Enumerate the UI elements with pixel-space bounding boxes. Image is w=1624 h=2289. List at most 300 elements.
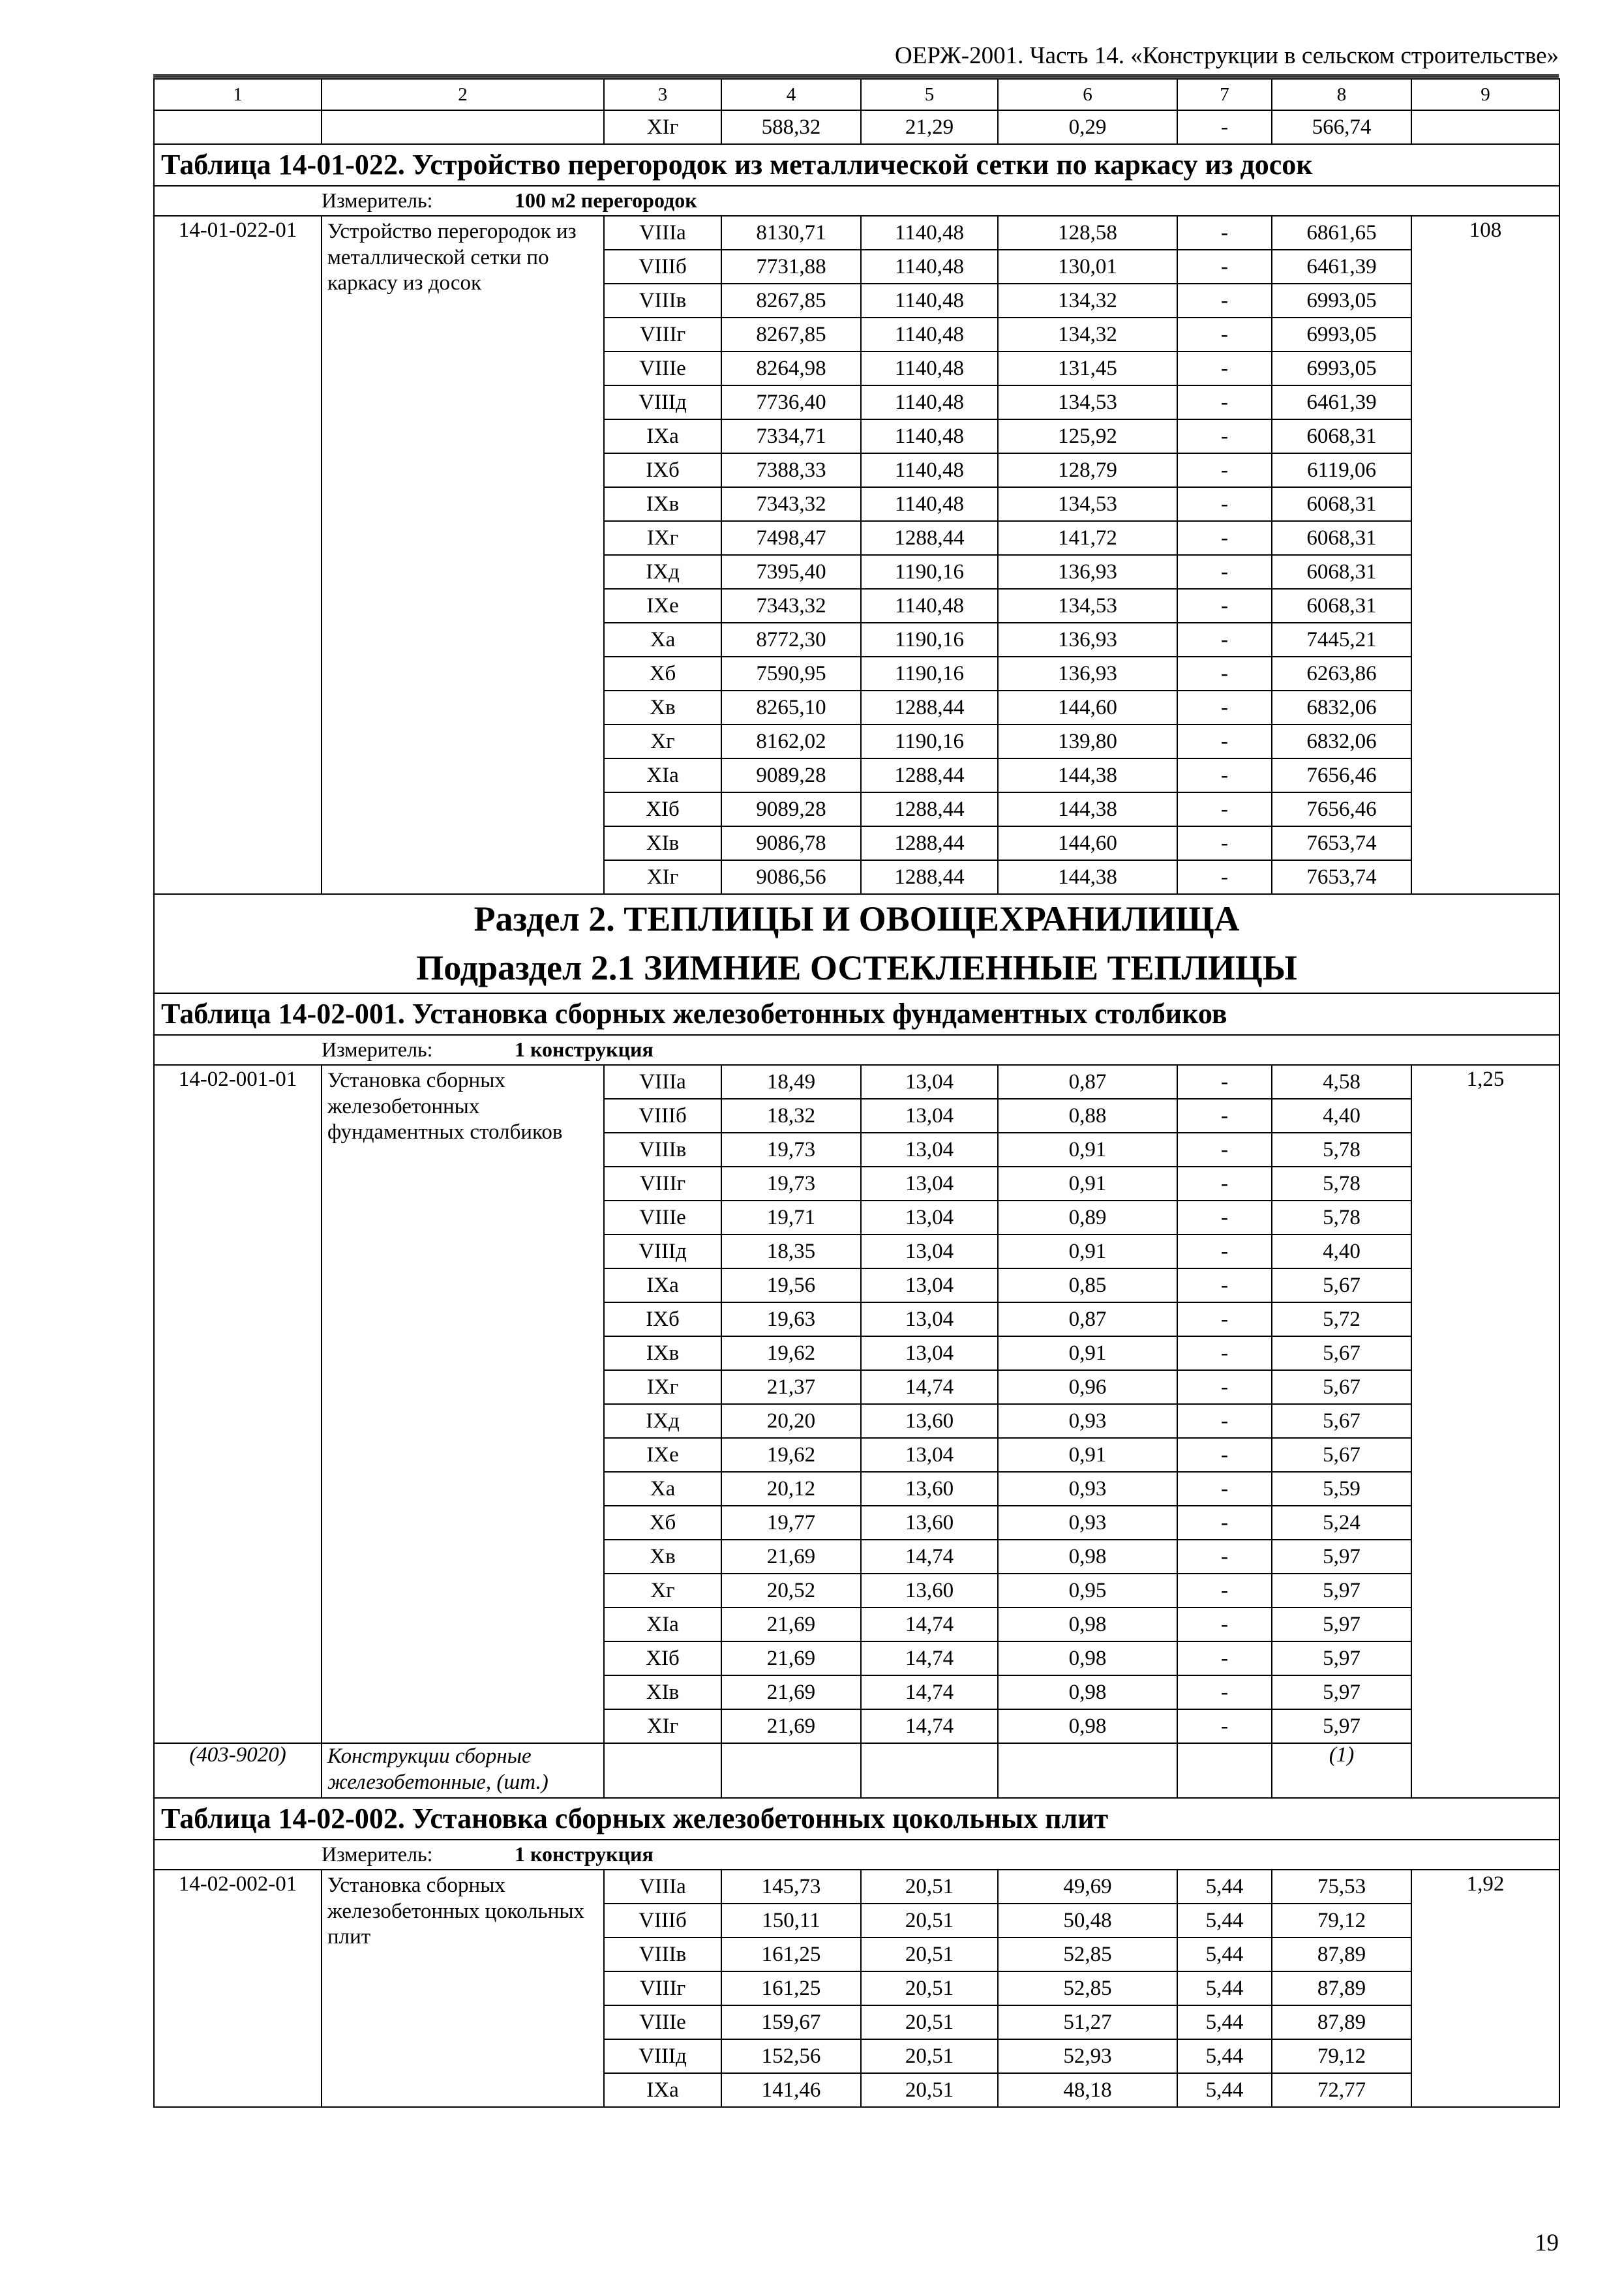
value-cell: IXв xyxy=(604,1336,721,1370)
value-cell: 7656,46 xyxy=(1272,792,1411,826)
value-cell: 19,63 xyxy=(721,1302,861,1336)
value-cell: 1288,44 xyxy=(861,521,998,555)
value-cell: 52,85 xyxy=(998,1937,1177,1971)
value-cell: VIIIг xyxy=(604,1167,721,1201)
value-cell: 5,97 xyxy=(1272,1641,1411,1675)
value-cell: - xyxy=(1177,110,1272,144)
value-cell: 52,93 xyxy=(998,2039,1177,2073)
column-number: 4 xyxy=(721,79,861,110)
value-cell: 5,44 xyxy=(1177,1904,1272,1937)
value-cell: - xyxy=(1177,860,1272,894)
value-cell: IXд xyxy=(604,1404,721,1438)
value-cell: - xyxy=(1177,725,1272,758)
column-number: 2 xyxy=(322,79,604,110)
value-cell: 136,93 xyxy=(998,623,1177,657)
value-cell: - xyxy=(1177,419,1272,453)
value-cell: 5,44 xyxy=(1177,1971,1272,2005)
value-cell: 144,60 xyxy=(998,826,1177,860)
value-cell: 5,67 xyxy=(1272,1336,1411,1370)
resource-norm: (1) xyxy=(1272,1743,1411,1798)
value-cell: 5,44 xyxy=(1177,2005,1272,2039)
value-cell: VIIIв xyxy=(604,284,721,318)
value-cell: 0,96 xyxy=(998,1370,1177,1404)
value-cell: 7736,40 xyxy=(721,385,861,419)
estimate-table xyxy=(153,78,1560,2108)
value-cell: 8772,30 xyxy=(721,623,861,657)
value-cell: 8267,85 xyxy=(721,284,861,318)
column-number-row xyxy=(154,79,1559,110)
value-cell: Xа xyxy=(604,1472,721,1506)
value-cell: 8267,85 xyxy=(721,318,861,352)
resource-row xyxy=(154,1743,1559,1798)
value-cell: 18,35 xyxy=(721,1234,861,1268)
value-cell: - xyxy=(1177,1641,1272,1675)
value-cell: - xyxy=(1177,1133,1272,1167)
table-row xyxy=(154,216,1559,250)
value-cell: XIб xyxy=(604,1641,721,1675)
value-cell: VIIIе xyxy=(604,2005,721,2039)
value-cell: - xyxy=(1177,318,1272,352)
value-cell: 87,89 xyxy=(1272,2005,1411,2039)
description-cell: Установка сборных железобетонных фундаментных столбиков xyxy=(322,1065,604,1743)
table-body xyxy=(154,79,1559,2107)
value-cell: - xyxy=(1177,1540,1272,1574)
value-cell: 21,69 xyxy=(721,1675,861,1709)
value-cell: IXг xyxy=(604,1370,721,1404)
value-cell: 21,37 xyxy=(721,1370,861,1404)
value-cell: - xyxy=(1177,521,1272,555)
description-cell: Установка сборных железобетонных цокольных плит xyxy=(322,1870,604,2107)
value-cell: - xyxy=(1177,1336,1272,1370)
value-cell: 75,53 xyxy=(1272,1870,1411,1904)
value-cell: 14,74 xyxy=(861,1675,998,1709)
value-cell: 19,77 xyxy=(721,1506,861,1540)
value-cell: 0,91 xyxy=(998,1234,1177,1268)
value-cell: 87,89 xyxy=(1272,1971,1411,2005)
value-cell: 5,59 xyxy=(1272,1472,1411,1506)
value-cell: 131,45 xyxy=(998,352,1177,385)
value-cell: 1140,48 xyxy=(861,352,998,385)
value-cell: VIIIа xyxy=(604,1065,721,1099)
value-cell: 5,44 xyxy=(1177,2039,1272,2073)
value-cell: - xyxy=(1177,1302,1272,1336)
value-cell: 14,74 xyxy=(861,1608,998,1641)
value-cell: 6993,05 xyxy=(1272,352,1411,385)
code-cell xyxy=(154,110,322,144)
value-cell: VIIIд xyxy=(604,1234,721,1268)
value-cell: 1140,48 xyxy=(861,385,998,419)
value-cell: - xyxy=(1177,1167,1272,1201)
value-cell: 21,29 xyxy=(861,110,998,144)
value-cell: - xyxy=(1177,1709,1272,1743)
value-cell: XIв xyxy=(604,1675,721,1709)
measure-row xyxy=(154,1840,1559,1870)
value-cell: 6068,31 xyxy=(1272,555,1411,589)
value-cell: 5,97 xyxy=(1272,1574,1411,1608)
value-cell: 161,25 xyxy=(721,1971,861,2005)
value-cell: 20,52 xyxy=(721,1574,861,1608)
value-cell: 1288,44 xyxy=(861,691,998,725)
value-cell: 0,91 xyxy=(998,1133,1177,1167)
column-number: 5 xyxy=(861,79,998,110)
measure-row xyxy=(154,186,1559,216)
value-cell: - xyxy=(1177,487,1272,521)
value-cell: XIв xyxy=(604,826,721,860)
value-cell: 5,97 xyxy=(1272,1540,1411,1574)
value-cell: 7653,74 xyxy=(1272,826,1411,860)
value-cell: XIг xyxy=(604,1709,721,1743)
value-cell: 20,51 xyxy=(861,1971,998,2005)
value-cell: - xyxy=(1177,453,1272,487)
value-cell: 13,60 xyxy=(861,1404,998,1438)
value-cell: VIIIг xyxy=(604,1971,721,2005)
value-cell: 134,53 xyxy=(998,385,1177,419)
value-cell: 9089,28 xyxy=(721,792,861,826)
value-cell: - xyxy=(1177,1506,1272,1540)
table-row xyxy=(154,1065,1559,1099)
value-cell: - xyxy=(1177,657,1272,691)
measure-cell xyxy=(154,1035,1559,1065)
value-cell: 6993,05 xyxy=(1272,284,1411,318)
measure-label: Измеритель: xyxy=(322,188,433,213)
value-cell: 13,60 xyxy=(861,1506,998,1540)
value-cell: - xyxy=(1177,1608,1272,1641)
resource-description: Конструкции сборные железобетонные, (шт.) xyxy=(322,1743,604,1798)
value-cell: 19,62 xyxy=(721,1438,861,1472)
value-cell: 4,40 xyxy=(1272,1099,1411,1133)
value-cell: 0,85 xyxy=(998,1268,1177,1302)
value-cell: 21,69 xyxy=(721,1540,861,1574)
value-cell: 144,38 xyxy=(998,860,1177,894)
value-cell: 5,97 xyxy=(1272,1675,1411,1709)
empty-cell xyxy=(604,1743,721,1798)
measure-unit: 1 конструкция xyxy=(515,1842,654,1866)
value-cell: 1288,44 xyxy=(861,860,998,894)
column-number: 7 xyxy=(1177,79,1272,110)
description-cell xyxy=(322,110,604,144)
value-cell: 0,98 xyxy=(998,1608,1177,1641)
value-cell: 6461,39 xyxy=(1272,385,1411,419)
table-row xyxy=(154,1870,1559,1904)
code-cell: 14-02-002-01 xyxy=(154,1870,322,2107)
value-cell: IXе xyxy=(604,1438,721,1472)
value-cell: Xв xyxy=(604,1540,721,1574)
value-cell: VIIIа xyxy=(604,216,721,250)
value-cell: VIIIб xyxy=(604,250,721,284)
value-cell: Xб xyxy=(604,657,721,691)
value-cell: 150,11 xyxy=(721,1904,861,1937)
value-cell: - xyxy=(1177,792,1272,826)
value-cell: 6119,06 xyxy=(1272,453,1411,487)
page-number: 19 xyxy=(1535,2230,1559,2256)
value-cell: 128,79 xyxy=(998,453,1177,487)
resource-code: (403-9020) xyxy=(154,1743,322,1798)
labor-cell: 108 xyxy=(1411,216,1559,894)
value-cell: 21,69 xyxy=(721,1641,861,1675)
value-cell: XIа xyxy=(604,1608,721,1641)
value-cell: 20,51 xyxy=(861,1870,998,1904)
value-cell: 0,98 xyxy=(998,1709,1177,1743)
value-cell: VIIIе xyxy=(604,1201,721,1234)
column-number: 3 xyxy=(604,79,721,110)
value-cell: 6861,65 xyxy=(1272,216,1411,250)
measure-row xyxy=(154,1035,1559,1065)
value-cell: 1140,48 xyxy=(861,318,998,352)
empty-cell xyxy=(721,1743,861,1798)
value-cell: 20,51 xyxy=(861,2039,998,2073)
value-cell: 0,91 xyxy=(998,1167,1177,1201)
value-cell: VIIIб xyxy=(604,1904,721,1937)
value-cell: XIа xyxy=(604,758,721,792)
value-cell: 134,53 xyxy=(998,589,1177,623)
value-cell: 139,80 xyxy=(998,725,1177,758)
value-cell: - xyxy=(1177,589,1272,623)
value-cell: - xyxy=(1177,691,1272,725)
value-cell: 588,32 xyxy=(721,110,861,144)
value-cell: 1288,44 xyxy=(861,826,998,860)
running-header: ОЕРЖ-2001. Часть 14. «Конструкции в сельском строительстве» xyxy=(153,38,1559,78)
value-cell: Xв xyxy=(604,691,721,725)
subsection-title: Подраздел 2.1 ЗИМНИЕ ОСТЕКЛЕННЫЕ ТЕПЛИЦЫ xyxy=(416,948,1297,987)
value-cell: 14,74 xyxy=(861,1370,998,1404)
value-cell: IXб xyxy=(604,453,721,487)
value-cell: IXд xyxy=(604,555,721,589)
measure-label: Измеритель: xyxy=(322,1842,433,1866)
labor-cell: 1,92 xyxy=(1411,1870,1559,2107)
value-cell: 9089,28 xyxy=(721,758,861,792)
value-cell: XIг xyxy=(604,110,721,144)
value-cell: - xyxy=(1177,555,1272,589)
value-cell: 19,62 xyxy=(721,1336,861,1370)
value-cell: - xyxy=(1177,1675,1272,1709)
value-cell: 19,71 xyxy=(721,1201,861,1234)
value-cell: VIIIб xyxy=(604,1099,721,1133)
value-cell: 0,91 xyxy=(998,1438,1177,1472)
value-cell: IXв xyxy=(604,487,721,521)
value-cell: 1288,44 xyxy=(861,758,998,792)
table-title-row xyxy=(154,144,1559,186)
value-cell: 6832,06 xyxy=(1272,725,1411,758)
value-cell: - xyxy=(1177,1099,1272,1133)
value-cell: 6068,31 xyxy=(1272,419,1411,453)
value-cell: XIб xyxy=(604,792,721,826)
measure-unit: 1 конструкция xyxy=(515,1038,654,1062)
value-cell: IXг xyxy=(604,521,721,555)
value-cell: 8264,98 xyxy=(721,352,861,385)
value-cell: 141,72 xyxy=(998,521,1177,555)
empty-cell xyxy=(861,1743,998,1798)
value-cell: 0,93 xyxy=(998,1472,1177,1506)
value-cell: 49,69 xyxy=(998,1870,1177,1904)
value-cell: Xг xyxy=(604,725,721,758)
value-cell: 72,77 xyxy=(1272,2073,1411,2107)
value-cell: 13,04 xyxy=(861,1302,998,1336)
value-cell: Xб xyxy=(604,1506,721,1540)
value-cell: - xyxy=(1177,1234,1272,1268)
value-cell: 13,04 xyxy=(861,1065,998,1099)
labor-cell: 1,25 xyxy=(1411,1065,1559,1798)
value-cell: 0,93 xyxy=(998,1506,1177,1540)
value-cell: 20,51 xyxy=(861,1904,998,1937)
value-cell: 6263,86 xyxy=(1272,657,1411,691)
value-cell: 1140,48 xyxy=(861,419,998,453)
value-cell: 1140,48 xyxy=(861,453,998,487)
value-cell: VIIIв xyxy=(604,1937,721,1971)
value-cell: 1288,44 xyxy=(861,792,998,826)
value-cell: - xyxy=(1177,1065,1272,1099)
value-cell: 0,87 xyxy=(998,1302,1177,1336)
value-cell: VIIIв xyxy=(604,1133,721,1167)
value-cell: 144,38 xyxy=(998,792,1177,826)
value-cell: 0,29 xyxy=(998,110,1177,144)
empty-cell xyxy=(998,1743,1177,1798)
value-cell: 13,04 xyxy=(861,1438,998,1472)
value-cell: 7445,21 xyxy=(1272,623,1411,657)
measure-cell xyxy=(154,1840,1559,1870)
value-cell: 14,74 xyxy=(861,1709,998,1743)
table-title: Таблица 14-01-022. Устройство перегородок из металлической сетки по каркасу из досок xyxy=(154,144,1559,186)
value-cell: 5,78 xyxy=(1272,1167,1411,1201)
value-cell: 19,73 xyxy=(721,1167,861,1201)
value-cell: 7590,95 xyxy=(721,657,861,691)
labor-cell xyxy=(1411,110,1559,144)
value-cell: 0,87 xyxy=(998,1065,1177,1099)
value-cell: IXа xyxy=(604,1268,721,1302)
value-cell: 21,69 xyxy=(721,1709,861,1743)
section-row xyxy=(154,894,1559,993)
value-cell: 5,78 xyxy=(1272,1201,1411,1234)
value-cell: 6068,31 xyxy=(1272,589,1411,623)
value-cell: - xyxy=(1177,385,1272,419)
value-cell: 13,04 xyxy=(861,1336,998,1370)
value-cell: 5,24 xyxy=(1272,1506,1411,1540)
value-cell: 5,44 xyxy=(1177,2073,1272,2107)
value-cell: 9086,78 xyxy=(721,826,861,860)
value-cell: IXб xyxy=(604,1302,721,1336)
value-cell: 5,44 xyxy=(1177,1870,1272,1904)
value-cell: 0,98 xyxy=(998,1540,1177,1574)
value-cell: 9086,56 xyxy=(721,860,861,894)
value-cell: 8265,10 xyxy=(721,691,861,725)
table-title: Таблица 14-02-002. Установка сборных железобетонных цокольных плит xyxy=(154,1798,1559,1840)
value-cell: - xyxy=(1177,250,1272,284)
value-cell: - xyxy=(1177,1472,1272,1506)
column-number: 9 xyxy=(1411,79,1559,110)
value-cell: 0,98 xyxy=(998,1641,1177,1675)
value-cell: 18,32 xyxy=(721,1099,861,1133)
section-heading xyxy=(154,894,1559,993)
value-cell: 1190,16 xyxy=(861,725,998,758)
value-cell: 134,53 xyxy=(998,487,1177,521)
value-cell: Xа xyxy=(604,623,721,657)
value-cell: 144,60 xyxy=(998,691,1177,725)
value-cell: 6068,31 xyxy=(1272,487,1411,521)
value-cell: 125,92 xyxy=(998,419,1177,453)
value-cell: 134,32 xyxy=(998,284,1177,318)
value-cell: 20,51 xyxy=(861,2005,998,2039)
value-cell: - xyxy=(1177,623,1272,657)
table-title: Таблица 14-02-001. Установка сборных железобетонных фундаментных столбиков xyxy=(154,993,1559,1035)
value-cell: 144,38 xyxy=(998,758,1177,792)
value-cell: 51,27 xyxy=(998,2005,1177,2039)
value-cell: 1190,16 xyxy=(861,555,998,589)
value-cell: VIIIд xyxy=(604,385,721,419)
value-cell: 5,97 xyxy=(1272,1709,1411,1743)
value-cell: XIг xyxy=(604,860,721,894)
value-cell: - xyxy=(1177,1574,1272,1608)
table-title-row xyxy=(154,1798,1559,1840)
value-cell: - xyxy=(1177,758,1272,792)
value-cell: 14,74 xyxy=(861,1540,998,1574)
value-cell: 136,93 xyxy=(998,657,1177,691)
value-cell: - xyxy=(1177,1268,1272,1302)
value-cell: 0,93 xyxy=(998,1404,1177,1438)
value-cell: 7395,40 xyxy=(721,555,861,589)
value-cell: 13,04 xyxy=(861,1133,998,1167)
value-cell: 19,73 xyxy=(721,1133,861,1167)
value-cell: 6461,39 xyxy=(1272,250,1411,284)
value-cell: - xyxy=(1177,826,1272,860)
value-cell: 0,98 xyxy=(998,1675,1177,1709)
value-cell: 20,12 xyxy=(721,1472,861,1506)
section-title: Раздел 2. ТЕПЛИЦЫ И ОВОЩЕХРАНИЛИЩА xyxy=(474,899,1240,939)
value-cell: 1140,48 xyxy=(861,250,998,284)
value-cell: 159,67 xyxy=(721,2005,861,2039)
value-cell: 1140,48 xyxy=(861,216,998,250)
value-cell: 13,04 xyxy=(861,1099,998,1133)
value-cell: - xyxy=(1177,216,1272,250)
value-cell: 52,85 xyxy=(998,1971,1177,2005)
value-cell: 8130,71 xyxy=(721,216,861,250)
value-cell: 79,12 xyxy=(1272,1904,1411,1937)
value-cell: 20,51 xyxy=(861,2073,998,2107)
value-cell: 161,25 xyxy=(721,1937,861,1971)
measure-cell xyxy=(154,186,1559,216)
value-cell: 7731,88 xyxy=(721,250,861,284)
column-number: 8 xyxy=(1272,79,1411,110)
value-cell: 5,72 xyxy=(1272,1302,1411,1336)
value-cell: 5,78 xyxy=(1272,1133,1411,1167)
value-cell: 7343,32 xyxy=(721,487,861,521)
value-cell: 136,93 xyxy=(998,555,1177,589)
column-number: 6 xyxy=(998,79,1177,110)
value-cell: 7334,71 xyxy=(721,419,861,453)
value-cell: 50,48 xyxy=(998,1904,1177,1937)
value-cell: 8162,02 xyxy=(721,725,861,758)
value-cell: 566,74 xyxy=(1272,110,1411,144)
value-cell: - xyxy=(1177,1438,1272,1472)
value-cell: 1190,16 xyxy=(861,623,998,657)
column-number: 1 xyxy=(154,79,322,110)
value-cell: - xyxy=(1177,352,1272,385)
value-cell: 13,60 xyxy=(861,1472,998,1506)
value-cell: VIIIе xyxy=(604,352,721,385)
value-cell: 0,88 xyxy=(998,1099,1177,1133)
value-cell: VIIIа xyxy=(604,1870,721,1904)
value-cell: 0,89 xyxy=(998,1201,1177,1234)
measure-unit: 100 м2 перегородок xyxy=(515,188,697,213)
value-cell: IXа xyxy=(604,419,721,453)
value-cell: 130,01 xyxy=(998,250,1177,284)
value-cell: 20,20 xyxy=(721,1404,861,1438)
value-cell: - xyxy=(1177,1370,1272,1404)
value-cell: 21,69 xyxy=(721,1608,861,1641)
value-cell: 7343,32 xyxy=(721,589,861,623)
value-cell: 14,74 xyxy=(861,1641,998,1675)
value-cell: Xг xyxy=(604,1574,721,1608)
code-cell: 14-02-001-01 xyxy=(154,1065,322,1743)
value-cell: - xyxy=(1177,1201,1272,1234)
